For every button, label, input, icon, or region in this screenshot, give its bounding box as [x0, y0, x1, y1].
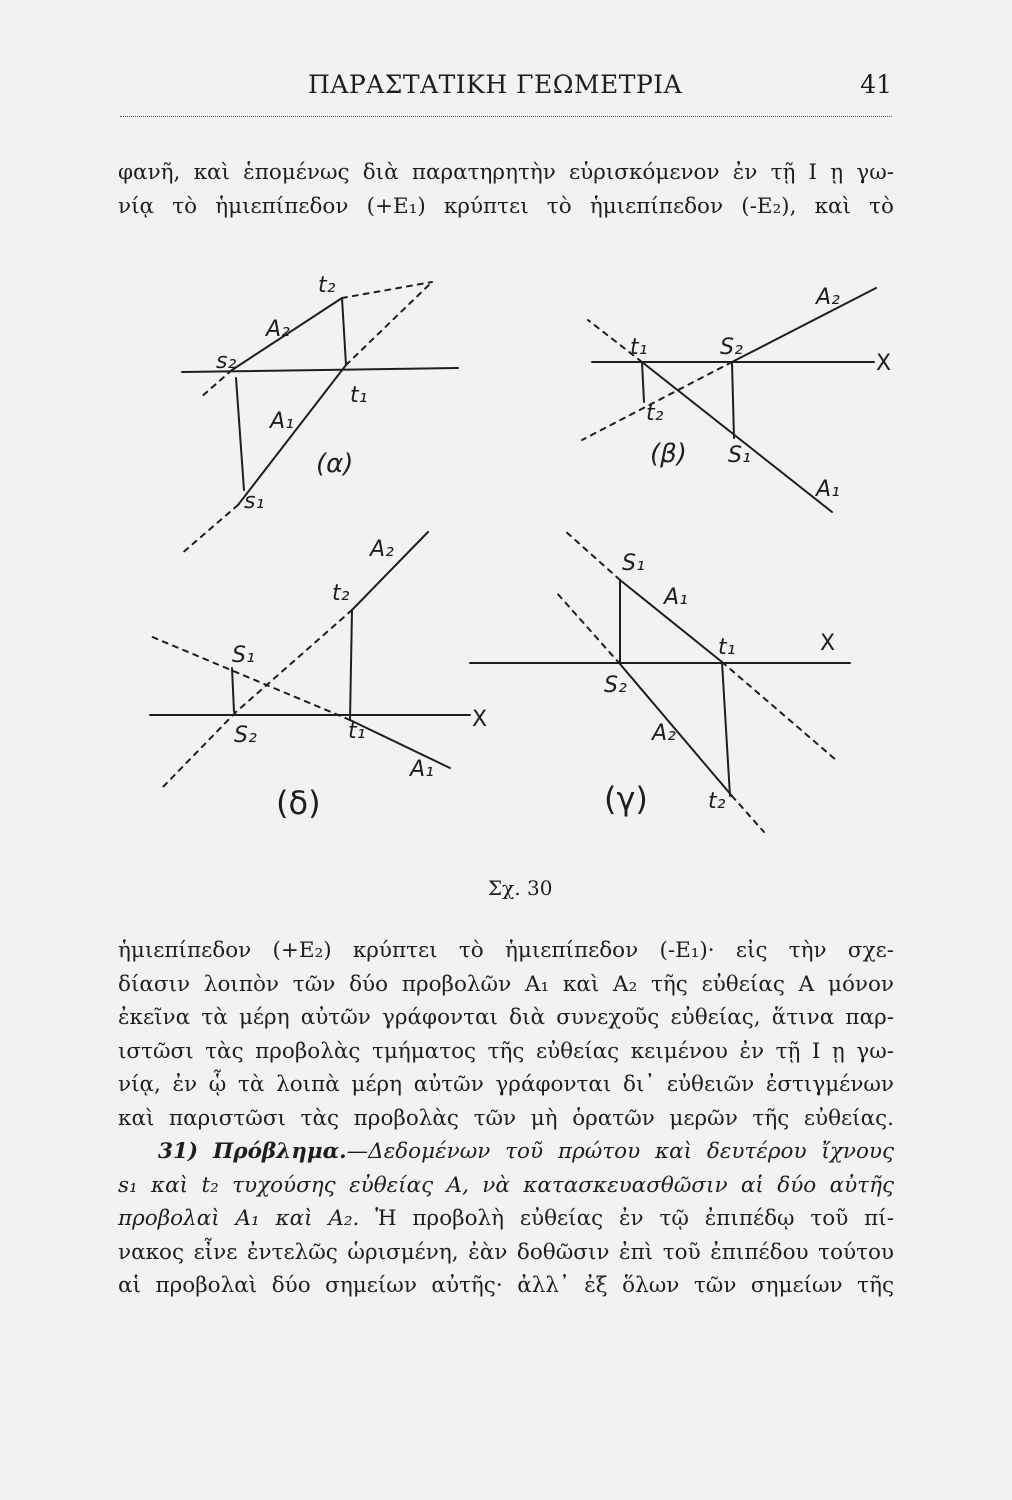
problem-statement-end: προβολαὶ A₁ καὶ A₂. — [118, 1206, 360, 1231]
projection-a2-hidden-lower — [200, 370, 232, 398]
text-line: νίᾳ τὸ ἡμιεπίπεδον (+E₁) κρύπτει τὸ ἡμιεπίπεδον (-E₂), καὶ τὸ — [118, 193, 894, 219]
problem-statement: —Δεδομένων τοῦ πρώτου καὶ δευτέρου ἴχνους — [346, 1139, 894, 1164]
label-t1: t₁ — [718, 635, 736, 660]
label-s1: s₁ — [244, 489, 265, 514]
problem-heading-line — [118, 1135, 894, 1169]
panel-alpha — [180, 282, 458, 555]
label-a1: A₁ — [270, 409, 294, 434]
projection-a2-hidden-lower — [732, 796, 764, 832]
ordinate-t — [722, 662, 730, 796]
projection-a1-hidden — [346, 282, 432, 365]
label-t1: t₁ — [350, 383, 368, 408]
panel-delta — [150, 532, 470, 790]
label-t2: t₂ — [332, 581, 350, 606]
label-s2: s₂ — [216, 349, 237, 374]
label-s2: S₂ — [604, 673, 627, 698]
label-s1: S₁ — [728, 443, 751, 468]
label-x: X — [820, 631, 836, 656]
problem-number: 31) — [158, 1139, 199, 1164]
label-a1: A₁ — [816, 477, 840, 502]
panel-gamma — [470, 530, 850, 832]
label-a2: A₂ — [266, 317, 290, 342]
projection-a1-hidden-lower — [180, 505, 238, 555]
projection-a1 — [642, 362, 832, 512]
ordinate-s — [732, 362, 734, 438]
ordinate-t — [642, 362, 644, 402]
running-title: ΠΑΡΑΣΤΑΤΙΚΗ ΓΕΩΜΕΤΡΙΑ — [308, 70, 683, 99]
label-panel-delta: (δ) — [276, 784, 321, 822]
label-a1: A₁ — [410, 757, 434, 782]
ordinate-s — [236, 378, 244, 490]
ordinate-s — [232, 668, 234, 712]
label-t2: t₂ — [646, 401, 664, 426]
label-s1: S₁ — [622, 551, 645, 576]
label-panel-gamma: (γ) — [604, 780, 648, 818]
problem-title: Πρόβλημα. — [212, 1139, 347, 1164]
projection-a2-hidden-lower — [160, 712, 236, 790]
label-s2: S₂ — [720, 335, 743, 360]
text-line: ἐκεῖνα τὰ μέρη αὐτῶν γράφονται διὰ συνεχοῦς εὐθείας, ἅτινα παρ- — [118, 1005, 894, 1030]
text-line: ἡμιεπίπεδον (+E₂) κρύπτει τὸ ἡμιεπίπεδον (-E₁)· εἰς τὴν σχε- — [118, 938, 894, 963]
label-t2: t₂ — [318, 273, 336, 298]
text-line: νίᾳ, ἐν ᾧ τὰ λοιπὰ μέρη αὐτῶν γράφονται δι᾽ εὐθειῶν ἐστιγμένων — [118, 1072, 894, 1097]
text-line: αἱ προβολαὶ δύο σημείων αὐτῆς· ἀλλ᾽ ἐξ ὅλων τῶν σημείων τῆς — [118, 1273, 894, 1298]
text-line: δίασιν λοιπὸν τῶν δύο προβολῶν A₁ καὶ A₂ τῆς εὐθείας A μόνον — [118, 971, 894, 997]
projection-a2 — [732, 288, 876, 362]
projection-a2-hidden — [556, 592, 620, 664]
label-s2: S₂ — [234, 723, 257, 748]
projection-a1 — [238, 365, 346, 505]
label-t1: t₁ — [348, 719, 366, 744]
label-a2: A₂ — [816, 285, 840, 310]
label-a1: A₁ — [664, 585, 688, 610]
ordinate-t — [350, 610, 352, 720]
label-x: X — [472, 707, 488, 732]
label-panel-alpha: (α) — [316, 449, 354, 479]
problem-statement-line — [118, 1202, 894, 1236]
body-paragraph — [118, 934, 894, 1303]
figure-caption: Σχ. 30 — [488, 876, 553, 900]
text-continuation: Ἡ προβολὴ εὐθείας ἐν τῷ ἐπιπέδῳ τοῦ πί- — [359, 1206, 894, 1231]
problem-statement-line: s₁ καὶ t₂ τυχούσης εὐθείας A, νὰ κατασκευασθῶσιν αἱ δύο αὐτῆς — [118, 1172, 894, 1198]
text-line: νακος εἶνε ἐντελῶς ὡρισμένη, ἐὰν δοθῶσιν ἐπὶ τοῦ ἐπιπέδου τούτου — [118, 1239, 894, 1265]
text-line: καὶ παριστῶσι τὰς προβολὰς τῶν μὴ ὁρατῶν μερῶν τῆς εὐθείας. — [118, 1105, 894, 1131]
label-x: X — [876, 351, 892, 376]
label-a2: A₂ — [652, 721, 676, 746]
label-t2: t₂ — [708, 789, 726, 814]
text-line: ιστῶσι τὰς προβολὰς τμήματος τῆς εὐθείας κειμένου ἐν τῇ I ῃ γω- — [118, 1038, 894, 1064]
label-s1: S₁ — [232, 643, 255, 668]
projection-a1-hidden-lower — [722, 662, 836, 760]
page-number: 41 — [860, 70, 892, 99]
projection-a1-hidden — [564, 530, 620, 580]
ordinate-t — [342, 298, 346, 365]
text-line: φανῆ, καὶ ἑπομένως διὰ παρατηρητὴν εὑρισκόμενον ἐν τῇ I ῃ γω- — [118, 160, 894, 185]
label-panel-beta: (β) — [650, 439, 687, 469]
label-a2: A₂ — [370, 537, 394, 562]
label-t1: t₁ — [630, 335, 648, 360]
projection-a2 — [620, 664, 732, 796]
